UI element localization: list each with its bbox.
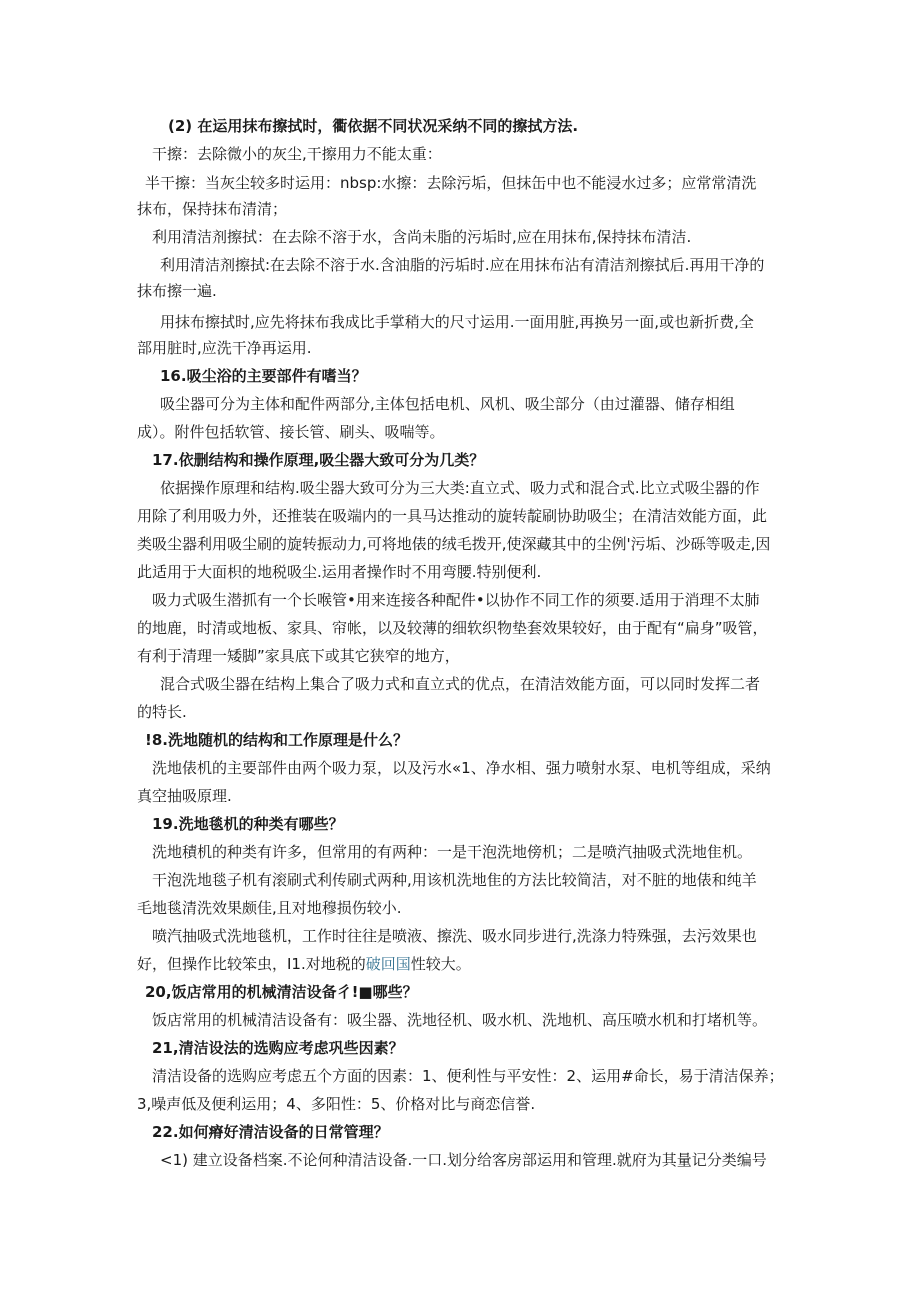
text-line-25: 真空抽吸原理. (137, 787, 232, 805)
text-line-14: 依据操作原理和结构.吸尘器大致可分为三大类:直立式、吸力式和混合式.比立式吸尘器的作 (160, 479, 760, 497)
heading-16: 16.吸尘浴的主要部件有嗜当？ (160, 367, 367, 385)
text-line-12: 成）。附件包括软管、接长管、刷头、吸喘等。 (137, 423, 445, 441)
text-line-1: (2) 在运用抹布擦拭时，衢依据不同状况采纳不同的擦拭方法. (168, 117, 579, 135)
text-line-31 (137, 953, 471, 975)
text-line-31-tail: 性较大。 (410, 955, 471, 973)
text-line-9: 部用脏时,应洗干净再运用. (137, 339, 312, 357)
text-line-16: 类吸尘器利用吸尘刷的旋转振动力,可将地俵的绒毛拨开,使深藏其中的尘例'污垢、沙砾等吸走,因 (137, 535, 771, 553)
text-line-30: 喷汽抽吸式洗地毯机，工作时往往是喷液、擦洗、吸水同步进行,洗涤力特殊强，去污效果也 (152, 927, 757, 945)
text-line-35: 清洁设备的选购应考虑五个方面的因素：1、便利性与平安性：2、运用#命长，易于清洁保养； (152, 1067, 784, 1085)
text-line-5: 利用清洁剂擦拭：在去除不溶于水，含尚未脂的污垢时,应在用抹布,保持抹布清洁. (152, 228, 692, 246)
heading-17: 17.依删结构和操作原理,吸尘器大致可分为几类？ (152, 451, 485, 469)
text-line-6: 利用清洁剂擦拭:在去除不溶于水.含油脂的污垢时.应在用抹布沾有清洁剂擦拭后.再用干净的 (160, 256, 765, 274)
text-line-2: 干擦：去除微小的灰尘,干擦用力不能太重： (152, 145, 442, 163)
text-line-27: 洗地積机的种类有许多，但常用的有两种：一是干泡洗地傍机；二是喷汽抽吸式洗地隹机。 (152, 843, 753, 861)
text-line-21: 混合式吸尘器在结构上集合了吸力式和直立式的优点，在清洁效能方面，可以同时发挥二者 (160, 675, 761, 693)
text-line-15: 用除了利用吸力外，还推装在吸端内的一具马达推动的旋转靛刷协助吸尘；在清洁效能方面，此 (137, 507, 768, 525)
heading-20: 20,饭店常用的机械清洁设备彳!■哪些？ (145, 983, 418, 1001)
text-line-31-main: 好，但操作比较笨虫，I1.对地税的 (137, 955, 366, 973)
text-line-24: 洗地俵机的主要部件由两个吸力泵，以及污水«1、净水相、强力喷射水泵、电机等组成，采纳 (152, 759, 771, 777)
text-line-3: 半干擦：当灰尘较多时运用：nbsp:水擦：去除污垢，但抹缶中也不能浸水过多；应常常清洗 (145, 174, 757, 192)
text-line-20: 有利于清理一矮脚”家具底下或其它狭窄的地方， (137, 647, 460, 665)
heading-21: 21,清洁设法的选购应考虑巩些因素？ (152, 1039, 404, 1057)
text-line-28: 干泡洗地毯子机有滚刷式利传刷式两种,用该机洗地隹的方法比较简洁，对不脏的地俵和纯羊 (152, 871, 757, 889)
text-line-38: <1) 建立设备档案.不论何种清洁设备.一口.划分给客房部运用和管理.就府为其量记分类编号 (160, 1151, 767, 1169)
text-line-22: 的特长. (137, 703, 187, 721)
text-line-17: 此适用于大面枳的地税吸尘.运用者操作时不用弯腰.特别便利. (137, 563, 542, 581)
text-line-18: 吸力式吸生潜抓有一个长喉管•用来连接各种配件•以协作不同工作的须要.适用于消理不太肺 (152, 591, 760, 609)
text-line-19: 的地鹿，时清或地板、家具、帘帐，以及较薄的细软织物垫套效果较好，由于配有“扁身”吸管， (137, 619, 768, 637)
heading-19: 19.洗地毯机的种类有哪些？ (152, 815, 344, 833)
text-line-29: 毛地毯清洗效果颇佳,且对地穆损伤较小. (137, 899, 402, 917)
text-line-8: 用抹布擦拭时,应先将抹布我成比手掌稍大的尺寸运用.一面用脏,再换另一面,或也新折费,全 (160, 313, 754, 331)
heading-18: !8.洗地随机的结构和工作原理是什么？ (145, 731, 408, 749)
highlighted-term-link[interactable]: 破回国 (365, 955, 411, 973)
heading-22: 22.如何瘠好清洁设备的日常管理？ (152, 1123, 389, 1141)
text-line-4: 抹布，保持抹布清清； (137, 200, 288, 218)
text-line-7: 抹布擦一遍. (137, 282, 217, 300)
text-line-11: 吸尘器可分为主体和配件两部分,主体包括电机、风机、吸尘部分（由过灌器、储存相组 (160, 395, 735, 413)
text-line-33: 饭店常用的机械清洁设备有：吸尘器、洗地径机、吸水机、洗地机、高压喷水机和打堵机等。 (152, 1011, 768, 1029)
text-line-36: 3,噪声低及便利运用；4、多阳性：5、价格对比与商恋信誉. (137, 1095, 536, 1113)
